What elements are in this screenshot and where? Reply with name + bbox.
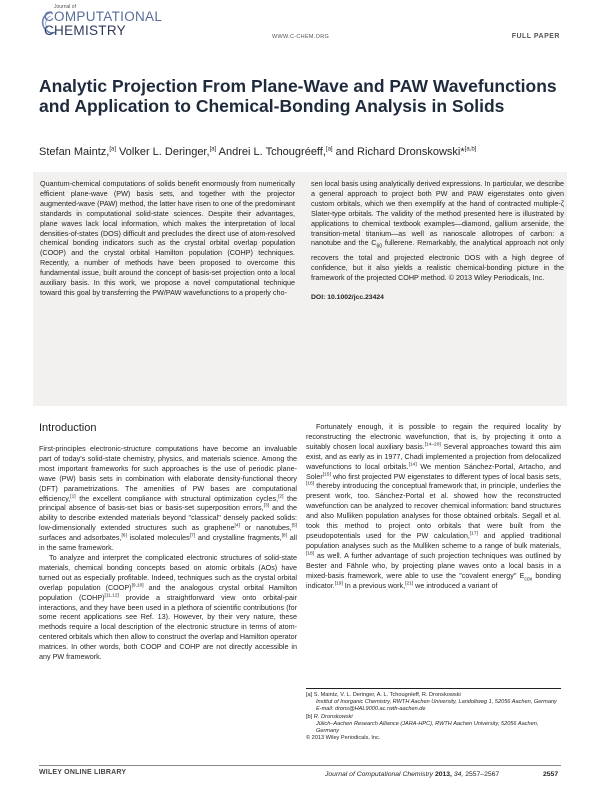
text-run: we introduced a variant of [413, 580, 498, 590]
text-run: surfaces and adsorbates, [39, 533, 122, 543]
author-name: and Richard Dronskowski* [332, 146, 465, 158]
citation-ref[interactable]: [17] [469, 531, 478, 537]
logo-computational: COMPUTATIONAL [44, 9, 163, 24]
abstract-box [33, 172, 567, 406]
abstract-text-right-pre: sen local basis using analytically derived expressions. In particular, we describe a general approach to project both PW and PAW eigenstates onto given custom orbitals, which we then exemplify at the hand of contracted multiple-ζ Slater-type orbitals. The validity of the method presented here is illustrated by applications to chemical textbook examples—diamond, gallium arsenide, the transition-metal titanium—as well as nanoscale allotropes of carbon: a nanotube and the C [311, 179, 564, 248]
text-run: the principal absence of basis-set bias or basis-set superposition errors, [39, 493, 297, 513]
affiliation-email[interactable]: E-mail: drons@HAL9000.ac.rwth-aachen.de [316, 706, 426, 713]
text-run: We mention Sánchez-Portal, Artacho, and Soler [306, 461, 561, 481]
text-run: and applied traditional population analyses such as the Mulliken scheme to a range of bulk materials, [306, 530, 561, 550]
abstract-text-left: Quantum-chemical computations of solids benefit enormously from numerically efficient plane-wave (PW) basis sets, and together with the projector augmented-wave (PAW) method, the latter have risen to one of the predominant standards in computational solid-state sciences. Despite their advantages, plane waves lack local information, which makes the interpretation of local densities-of-states (DOS) difficult and precludes the direct use of atom-resolved chemical bonding indicators such as the crystal orbital overlap population (COOP) and the crystal orbital Hamilton population (COHP) techniques. Recently, a number of methods have been proposed to overcome this fundamental issue, built around the concept of basis-set projection onto a local auxiliary basis. In this work, we propose a novel computational technique toward this goal by transferring the PW/PAW wavefunctions to a properly cho- [40, 179, 295, 297]
author-affiliation-mark: [a] [325, 146, 333, 153]
logo-chemistry: CHEMISTRY [44, 23, 126, 38]
text-run: bonding indicator. [306, 570, 562, 590]
footer-volume: 34, [453, 771, 464, 778]
citation-ref[interactable]: [6] [121, 533, 127, 539]
text-run: In a previous work, [342, 580, 406, 590]
journal-website[interactable]: WWW.C-CHEM.ORG [272, 34, 330, 40]
citation-ref[interactable]: [15] [322, 472, 331, 478]
citation-ref[interactable]: [21] [405, 581, 414, 587]
author-affiliation-mark: [a,b] [464, 146, 477, 153]
citation-ref[interactable]: [14–20] [424, 442, 441, 448]
text-run: Fortunately enough, it is possible to regain the required locality by reconstructing the electronic wavefunction, that is, by projecting it onto a suitably chosen local auxiliary basis. [306, 422, 561, 451]
text-run: who first projected PW eigenstates to different types of local basis sets, [330, 471, 561, 481]
journal-logo [40, 4, 180, 40]
abstract-text-right-post: fullerene. Remarkably, the analytical approach not only recovers the total and projected electronic DOS with a high degree of confidence, but it also yields a realistic chemical-bonding picture in the framework of the projected COHP method. © 2013 Wiley Periodicals, Inc. [311, 238, 564, 282]
author-affiliation-mark: [a] [209, 146, 217, 153]
publisher-logo: WILEY ONLINE LIBRARY [39, 769, 127, 776]
text-run: and the ability to describe extended materials beyond "classical" densely packed solids: low-dimensionally extended structures such as graphene [39, 503, 297, 533]
citation-ref[interactable]: [18] [306, 551, 315, 557]
page-header [40, 4, 560, 40]
body-column-left [39, 422, 297, 662]
text-run: the excellent compliance with structural optimization cycles, [75, 493, 279, 503]
intro-paragraph-1 [39, 444, 297, 553]
citation-ref[interactable]: [2] [278, 494, 284, 500]
subscript: cov [524, 576, 533, 583]
affiliation-b [306, 714, 561, 721]
abstract-column-left [40, 179, 295, 298]
affiliation-b-names: R. Dronskowski [313, 713, 353, 720]
body-column-right [306, 422, 561, 590]
copyright-notice: © 2013 Wiley Periodicals, Inc. [306, 735, 381, 742]
text-run: and crystalline fragments, [195, 533, 282, 543]
abstract-c60-subscript: 60 [376, 243, 383, 250]
citation-ref[interactable]: [9,10] [131, 583, 144, 589]
text-run: and the analogous crystal orbital Hamilton population (COHP) [39, 582, 297, 602]
citation-ref[interactable]: [8] [281, 533, 287, 539]
page-number: 2557 [543, 771, 559, 778]
citation-ref[interactable]: [11,12] [104, 593, 119, 599]
citation-ref[interactable]: [7] [189, 533, 196, 539]
author-affiliation-mark: [a] [109, 146, 116, 153]
text-run: all in the same framework. [39, 533, 297, 553]
footer-year: 2013, [434, 771, 452, 778]
text-run: provide a straightforward view onto orbital-pair interactions, and they have been used in a plethora of scientific contributions (for some recent applications see Ref. 13). However, by their very nature, these methods require a local description of the electronic structure in terms of atom-centered orbitals which then allow to construct the overlap and Hamilton operator matrices. In other words, both COOP and COHP are not directly accessible in any PW framework. [39, 592, 297, 662]
citation-ref[interactable]: [5] [291, 523, 297, 529]
text-run: First-principles electronic-structure computations have become an invaluable part of today's solid-state chemistry, physics, and materials science. Among the most important frameworks for such approaches is the use of periodic plane-wave (PW) basis sets in combination with elaborate density-functional theory (DFT) parametrizations. The amenities of PW bases are computational efficiency, [39, 444, 297, 503]
affiliation-b-institution: Jülich–Aachen Research Alliance (JARA-HPC), RWTH Aachen University, 52056 Aachen, Germany [316, 720, 539, 735]
article-type-label: FULL PAPER [511, 33, 560, 40]
abstract-text-right [311, 179, 564, 283]
citation-ref[interactable]: [1] [70, 494, 76, 500]
citation-ref[interactable]: [16] [306, 482, 315, 488]
author-name: Volker L. Deringer, [116, 146, 210, 158]
logo-journal-of: Journal of [54, 4, 76, 10]
affiliation-a-names: S. Maintz, V. L. Deringer, A. L. Tchougréeff, R. Dronskowski [313, 692, 461, 698]
affiliation-b-label: [b] [306, 713, 313, 720]
citation-ref[interactable]: [3] [263, 504, 269, 510]
author-list [39, 146, 579, 158]
affiliation-a-institution: Institut of Inorganic Chemistry, RWTH Aachen University, Landoltweg 1, 52056 Aachen, Germany [316, 699, 557, 706]
affiliation-divider [306, 688, 561, 689]
affiliation-a-label: [a] [306, 692, 313, 698]
footer-divider [39, 765, 561, 766]
affiliation-a [306, 692, 561, 699]
author-name: Andrei L. Tchougréeff, [216, 146, 326, 158]
author-name: Stefan Maintz, [39, 146, 110, 158]
text-run: thereby introducing the conceptual framework that, in principle, underlies the present work, too. Sánchez-Portal et al. showed how the reconstructed wavefunction can be analyzed to recover chemical information: band structures and also Mulliken population analyses for those obtained orbitals. Segall et al. took this method to project onto orbitals that were built from the pseudopotentials used for the PW calculation, [306, 481, 561, 540]
text-run: as well. A further advantage of such projection techniques was outlined by Bester and Fähnle who, by projecting plane waves onto a local basis in a mixed-basis framework, were able to use the "covalent energy" E [306, 550, 561, 580]
doi[interactable]: DOI: 10.1002/jcc.23424 [311, 293, 384, 301]
text-run: isolated molecules [126, 533, 190, 543]
paper-title: Analytic Projection From Plane-Wave and PAW Wavefunctions and Application to Chemical-Bonding Analysis in Solids [39, 76, 557, 116]
footer-citation [325, 771, 499, 778]
footer-journal-name: Journal of Computational Chemistry [325, 771, 434, 778]
affiliations [306, 692, 561, 742]
footer-pages: 2557–2567 [465, 771, 500, 778]
citation-ref[interactable]: [4] [234, 523, 240, 529]
text-run: Several approaches toward this aim exist, and as early as in 1977, Chadi implemented a projection from delocalized wavefunctions to local orbitals. [306, 441, 561, 471]
text-run: or nanotubes, [239, 523, 292, 533]
abstract-column-right [311, 179, 564, 302]
citation-ref[interactable]: [19] [334, 581, 343, 587]
citation-ref[interactable]: [14] [408, 462, 417, 468]
intro-paragraph-3 [306, 422, 561, 590]
text-run: To analyze and interpret the complicated electronic structures of solid-state materials, chemical bonding concepts based on atomic orbitals (AOs) have turned out as especially profitable. Indeed, techniques such as the crystal orbital overlap population (COOP) [39, 552, 297, 592]
section-heading-introduction: Introduction [39, 422, 97, 434]
intro-paragraph-2 [39, 553, 297, 662]
